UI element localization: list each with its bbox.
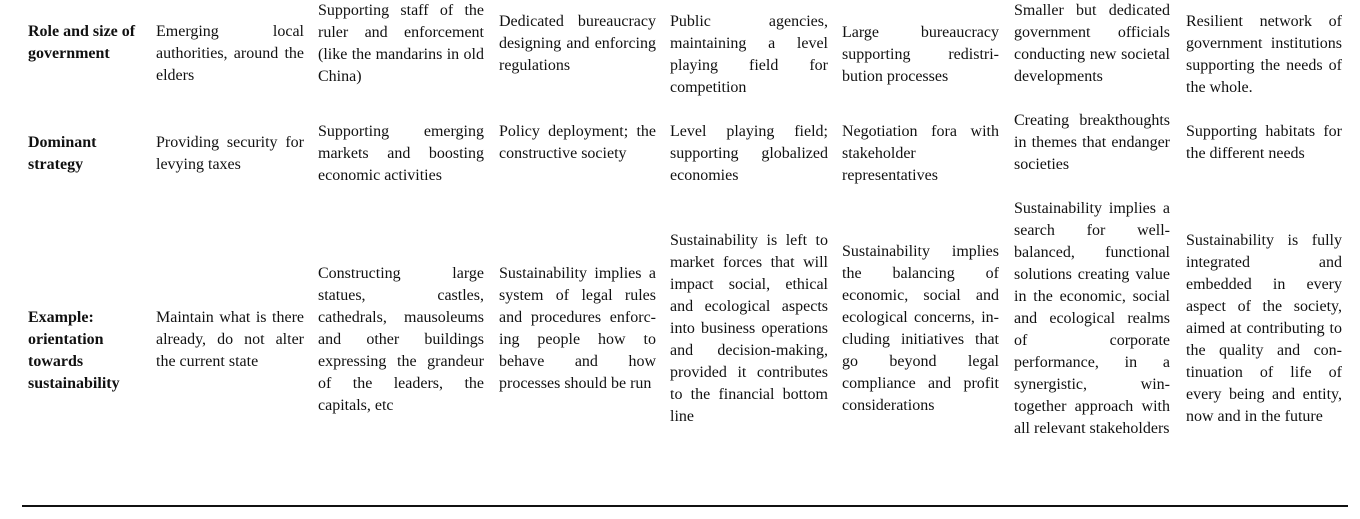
cell-role-6: Smaller but dedicated government officials conducting new societal developments <box>1014 2 1170 85</box>
cell-example-6: Sustainability implies a search for well-balanced, functional solutions creating value in the economic, social and ecological realms of corporate performance, in a synergistic, win-together approach with all relevant stakeholders <box>1014 200 1170 437</box>
cell-example-3: Sustainability implies a system of legal rules and procedures enforcing people how to behave and how processes should be run <box>499 265 656 392</box>
cell-example-4: Sustainability is left to market forces that will impact social, ethical and ecological aspects into business operations and decision-making, provided it contributes to the financial bottom line <box>670 232 828 425</box>
cell-strategy-3: Policy deployment; the constructive society <box>499 123 656 162</box>
cell-strategy-6: Creating breakthoughts in themes that endanger societies <box>1014 112 1170 173</box>
comparison-table <box>22 0 1348 507</box>
row-label-role: Role and size of government <box>28 23 136 62</box>
cell-role-5: Large bureaucracy supporting redistribution processes <box>842 24 999 85</box>
cell-example-2: Constructing large statues, castles, cathedrals, mausoleums and other buildings expressing the grandeur of the leaders, the capitals, etc <box>318 265 484 414</box>
row-label-strategy: Dominant strategy <box>28 134 97 173</box>
cell-role-7: Resilient network of government institutions supporting the needs of the whole. <box>1186 13 1342 96</box>
cell-strategy-7: Supporting habitats for the different needs <box>1186 123 1342 162</box>
row-label-example: Example: orientation towards sustainability <box>28 309 120 392</box>
cell-role-4: Public agencies, maintaining a level playing field for competition <box>670 13 828 96</box>
table-bottom-rule <box>22 505 1348 507</box>
cell-example-5: Sustainability implies the balancing of economic, social and ecological concerns, including initiatives that go beyond legal compliance and profit considerations <box>842 243 999 414</box>
cell-example-1: Maintain what is there already, do not alter the current state <box>156 309 304 370</box>
cell-strategy-2: Supporting emerging markets and boosting economic activities <box>318 123 484 184</box>
cell-strategy-5: Negotiation fora with stakeholder representatives <box>842 123 999 184</box>
cell-role-2: Supporting staff of the ruler and enforcement (like the mandarins in old China) <box>318 2 484 85</box>
cell-role-3: Dedicated bureaucracy designing and enforcing regulations <box>499 13 656 74</box>
cell-strategy-1: Providing security for levying taxes <box>156 134 304 173</box>
cell-role-1: Emerging local authorities, around the elders <box>156 23 304 84</box>
cell-strategy-4: Level playing field; supporting globalized economies <box>670 123 828 184</box>
cell-example-7: Sustainability is fully integrated and embedded in every aspect of the society, aimed at contributing to the quality and continuation of life of every being and entity, now and in the future <box>1186 232 1342 425</box>
